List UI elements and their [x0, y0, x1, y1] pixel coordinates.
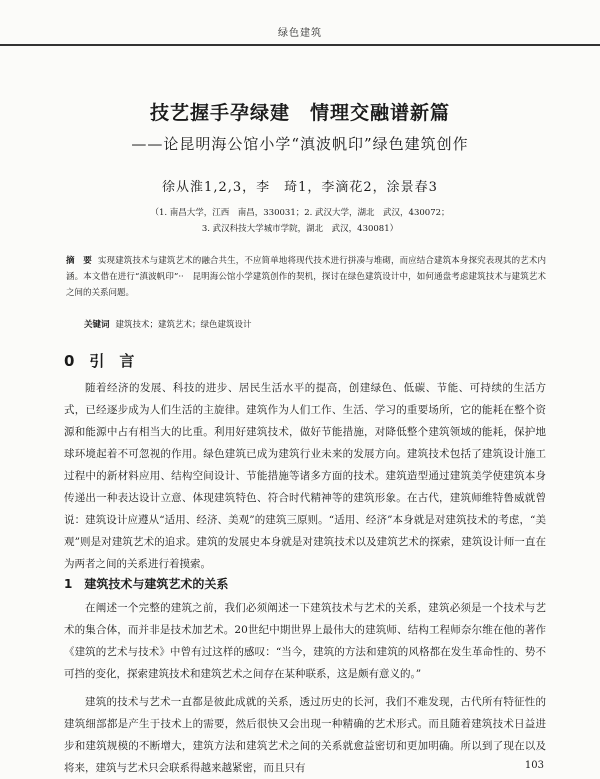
keywords-text: 建筑技术；建筑艺术；绿色建筑设计 [115, 320, 252, 330]
section1-paragraph-1: 在阐述一个完整的建筑之前，我们必须阐述一下建筑技术与艺术的关系，建筑必须是一个技术与艺术的集合体，而并非是技术加艺术。20世纪中期世界上最伟大的建筑师、结构工程师奈尔维在他的著作《建筑的艺术与技术》中曾有过这样的感叹：“当今，建筑的方法和建筑的风格都在发生革命性的、势不可挡的变化，探索建筑技术和建筑艺术之间存在某种联系，这是颇有意义的。” [64, 602, 546, 680]
keywords-label: 关键词 [84, 320, 110, 330]
section-heading-intro: 0 引 言 [64, 352, 135, 370]
keywords [84, 318, 544, 330]
page-header [0, 0, 600, 46]
affiliation-line-2: 3. 武汉科技大学城市学院，湖北 武汉，430081） [201, 224, 399, 234]
article-title: 技艺握手孕绿建 情理交融谱新篇 [149, 102, 450, 124]
article-subtitle: ——论昆明海公馆小学“滇波帆印”绿色建筑创作 [131, 135, 469, 153]
abstract-text: 实现建筑技术与建筑艺术的融合共生，不应简单地将现代技术进行拼凑与堆砌，而应结合建筑本身探究表现其的艺术内涵。本文借在进行“滇波帆印”·· 昆明海公馆小学建筑创作的契机，探讨在绿色建筑设计中，如何通盘考虑建筑技术与建筑艺术之间的关系问题。 [66, 256, 546, 298]
affiliation-line-1: （1. 南昌大学，江西 南昌，330031；2. 武汉大学，湖北 武汉，430072； [150, 208, 450, 218]
page-number: 103 [524, 760, 544, 771]
intro-paragraph: 随着经济的发展、科技的进步、居民生活水平的提高，创建绿色、低碳、节能、可持续的生活方式，已经逐步成为人们生活的主旋律。建筑作为人们工作、生活、学习的重要场所，它的能耗在整个资源和能源中占有相当大的比重。利用好建筑技术，做好节能措施，对降低整个建筑领域的能耗，保护地球环境起着不可忽视的作用。绿色建筑已成为建筑行业未来的发展方向。建筑技术包括了建筑设计施工过程中的新材料应用、结构空间设计、节能措施等诸多方面的技术。建筑造型通过建筑美学使建筑本身传递出一种表达设计立意、体现建筑特色、符合时代精神等的建筑形象。在古代，建筑师维特鲁威就曾说：建筑设计应遵从“适用、经济、美观”的建筑三原则。“适用、经济”本身就是对建筑技术的考虑，“美观”则是对建筑艺术的追求。建筑的发展史本身就是对建筑技术以及建筑艺术的探索，建筑设计师一直在为两者之间的关系进行着摸索。 [64, 382, 546, 570]
author-line: 徐从淮1,2,3，李 琦1，李滴花2，涂景春3 [162, 180, 438, 195]
abstract-label: 摘 要 [66, 256, 92, 266]
section1-paragraph-2: 建筑的技术与艺术一直都是彼此成就的关系，透过历史的长河，我们不难发现，古代所有特征性的建筑细部都是产生于技术上的需要，然后很快又会出现一种精确的艺术形式。而且随着建筑技术日益进步和建筑规模的不断增大，建筑方法和建筑艺术之间的关系就愈益密切和更加明确。所以到了现在以及将来，建筑与艺术只会联系得越来越紧密，而且只有 [64, 696, 546, 774]
section-heading-1: 1 建筑技术与建筑艺术的关系 [64, 577, 229, 591]
running-head: 绿色建筑 [278, 28, 322, 39]
abstract [66, 253, 546, 301]
